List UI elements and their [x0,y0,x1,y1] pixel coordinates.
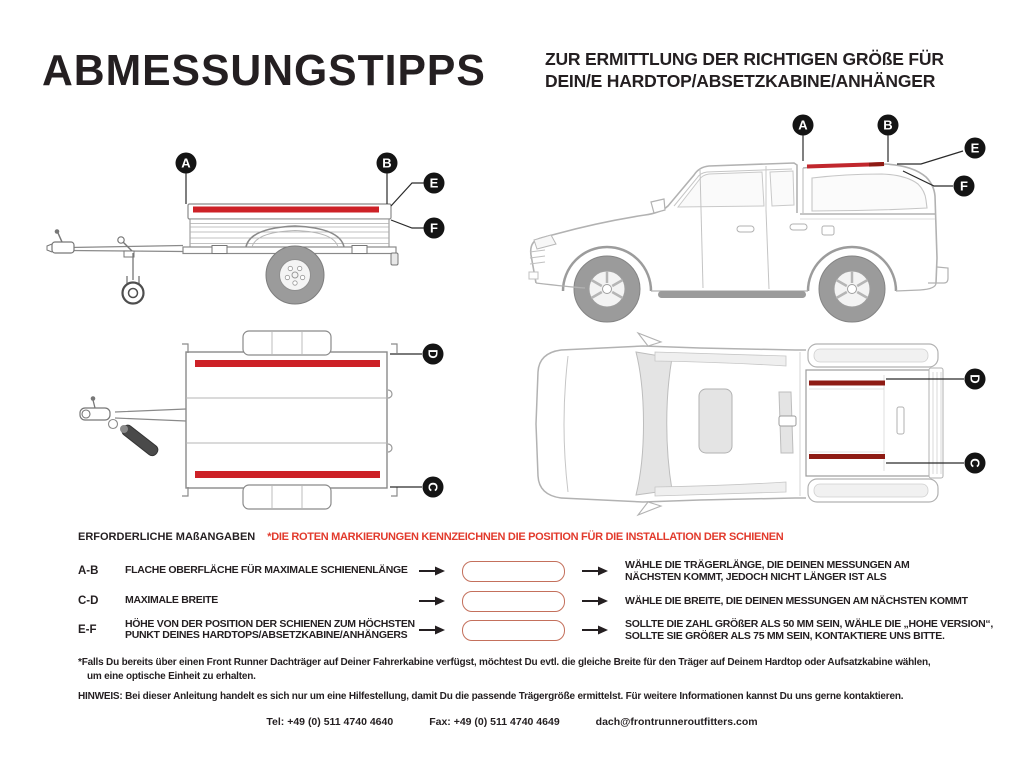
rail-position-stripe [193,207,379,213]
marker-f [391,218,445,239]
measurement-value-box [462,620,565,641]
svg-text:C: C [967,458,983,468]
arrow-right-icon [419,625,445,635]
contact-tel: Tel: +49 (0) 511 4740 4640 [266,716,394,728]
rail-position-stripe [195,471,380,478]
heading-text: ERFORDERLICHE MAßANGABEN [78,531,256,543]
front-wheel [574,256,640,322]
row-key: A-B [78,565,99,577]
subtitle-line-1: ZUR ERMITTLUNG DER RICHTIGEN GRÖßE FÜR [545,49,944,69]
trailer-top-art [80,331,397,509]
truck-top-view-diagram [530,330,1000,525]
rail-position-stripe [809,381,885,386]
required-measurements-heading [78,531,783,543]
rail-position-stripe [195,360,380,367]
svg-text:D: D [425,349,441,359]
rail-position-stripe [809,454,885,459]
svg-text:A: A [798,117,808,133]
row-result: WÄHLE DIE TRÄGERLÄNGE, DIE DEINEN MESSUNGEN AM NÄCHSTEN KOMMT, JEDOCH NICHT LÄNGER IST ALS [625,559,910,583]
svg-text:E: E [970,140,980,156]
roof-rack-footnote: *Falls Du bereits über einen Front Runner Dachträger auf Deiner Fahrerkabine verfügst, möchtest Du evtl. die gleiche Breite für den Träger auf Deinem Hardtop oder Aufsatzkabine wählen, um eine optische Einheit zu erhalten. [78,657,931,682]
subtitle-line-2: DEIN/E HARDTOP/ABSETZKABINE/ANHÄNGER [545,70,936,91]
row-result: WÄHLE DIE BREITE, DIE DEINEN MESSUNGEN AM NÄCHSTEN KOMMT [625,595,968,607]
hinweis-note: HINWEIS: Bei dieser Anleitung handelt es sich nur um eine Hilfestellung, damit Du die passende Trägergröße ermittelst. Für weitere Informationen kannst Du uns gerne kontaktieren. [78,691,904,702]
truck-side-view-diagram [520,110,1010,325]
marker-e [897,138,986,165]
row-key: E-F [78,624,97,636]
measurement-value-box [462,591,565,612]
measurement-value-box [462,561,565,582]
row-result: SOLLTE DIE ZAHL GRÖßER ALS 50 MM SEIN, WÄHLE DIE „HOHE VERSION“, SOLLTE SIE GRÖßER ALS 75 MM SEIN, KONTAKTIERE UNS BITTE. [625,618,993,642]
svg-text:F: F [960,178,968,194]
svg-text:F: F [430,220,438,236]
truck-side-art [529,163,948,322]
row-description: HÖHE VON DER POSITION DER SCHIENEN ZUM HÖCHSTEN PUNKT DEINES HARDTOPS/ABSETZKABINE/ANHÄNGERS [125,617,415,641]
arrow-right-icon [582,596,608,606]
page-title: ABMESSUNGSTIPPS [42,46,486,95]
measurement-row-ef [78,613,1010,647]
measurement-row-cd [78,588,1010,614]
arrow-right-icon [582,566,608,576]
marker-b [377,153,398,205]
truck-top-art [536,333,943,515]
svg-text:A: A [181,155,191,171]
row-description: MAXIMALE BREITE [125,594,218,607]
marker-b [878,115,899,163]
marker-c [390,477,444,498]
arrow-right-icon [419,566,445,576]
svg-text:B: B [883,117,893,133]
marker-d [390,344,444,365]
svg-text:D: D [967,374,983,384]
arrow-right-icon [419,596,445,606]
svg-text:B: B [382,155,392,171]
rear-wheel [819,256,885,322]
contact-bar [0,716,1024,728]
trailer-side-view-diagram [40,128,460,323]
measurement-row-ab [78,558,1010,584]
page-subtitle [545,49,944,92]
row-description: FLACHE OBERFLÄCHE FÜR MAXIMALE SCHIENENLÄNGE [125,564,408,577]
marker-a [793,115,814,162]
contact-email: dach@frontrunneroutfitters.com [595,716,758,728]
row-key: C-D [78,595,99,607]
trailer-side-art [47,204,398,304]
red-stripes-note: *DIE ROTEN MARKIERUNGEN KENNZEICHNEN DIE POSITION FÜR DIE INSTALLATION DER SCHIENEN [267,531,784,543]
arrow-right-icon [582,625,608,635]
svg-text:C: C [425,482,441,492]
marker-e [391,173,445,207]
svg-text:E: E [429,175,439,191]
trailer-top-view-diagram [40,325,460,525]
marker-a [176,153,197,205]
contact-fax: Fax: +49 (0) 511 4740 4649 [429,716,560,728]
